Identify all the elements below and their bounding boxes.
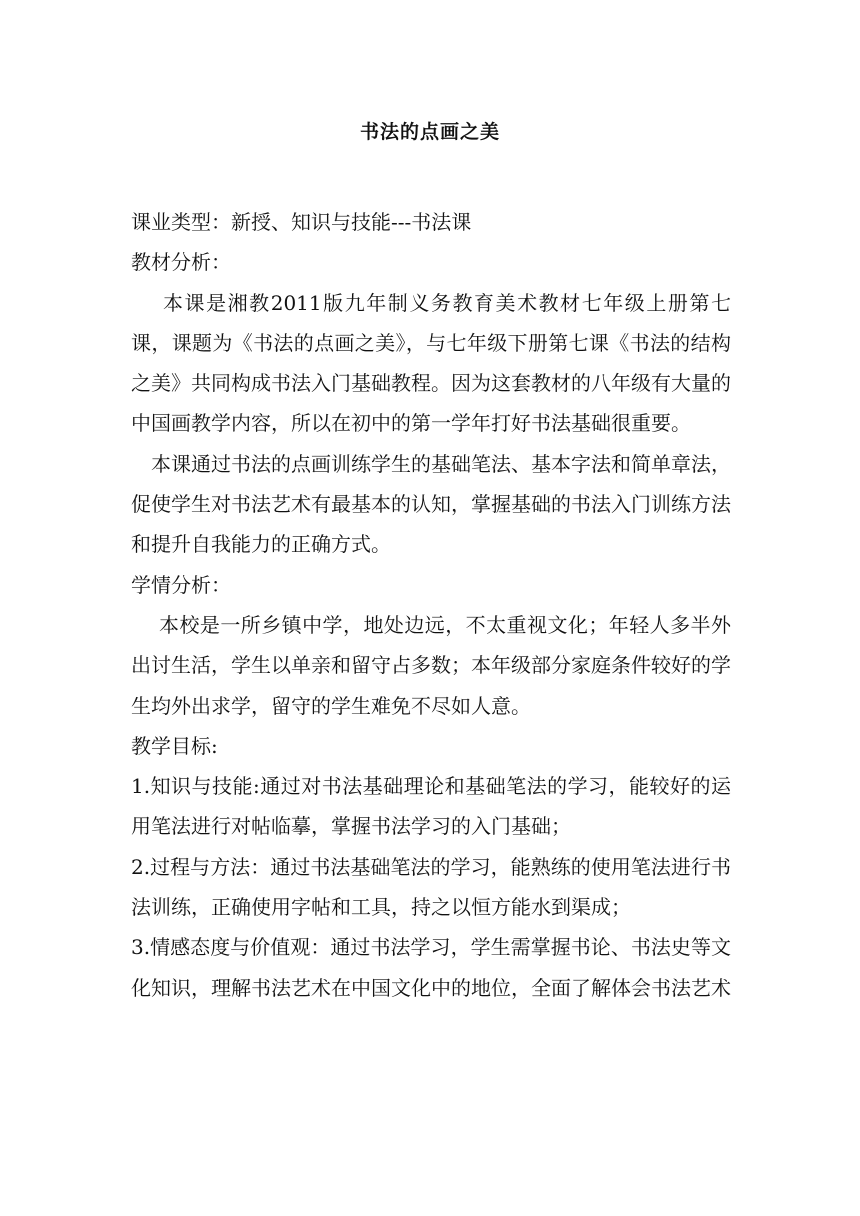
textbook-analysis-heading: 教材分析： [131,250,231,275]
student-analysis-paragraph: 本校是一所乡镇中学，地处边远，不太重视文化；年轻人多半外出讨生活，学生以单亲和留守占多数；本年级部分家庭条件较好的学生均外出求学，留守的学生难免不尽如人意。 [131,612,731,718]
textbook-analysis-paragraph-1: 本课是湘教2011版九年制义务教育美术教材七年级上册第七课，课题为《书法的点画之美》，与七年级下册第七课《书法的结构之美》共同构成书法入门基础教程。因为这套教材的八年级有大量的中国画教学内容，所以在初中的第一学年打好书法基础很重要。 [131,290,731,436]
document-body [131,202,731,1008]
teaching-goal-3: 3.情感态度与价值观：通过书法学习，学生需掌握书论、书法史等文化知识，理解书法艺术在中国文化中的地位，全面了解体会书法艺术 [131,935,731,1000]
page-title: 书法的点画之美 [359,121,500,143]
teaching-goal-2: 2.过程与方法：通过书法基础笔法的学习，能熟练的使用笔法进行书法训练，正确使用字帖和工具，持之以恒方能水到渠成； [131,854,731,920]
teaching-goal-1: 1.知识与技能:通过对书法基础理论和基础笔法的学习，能较好的运用笔法进行对帖临摹，掌握书法学习的入门基础； [131,774,731,839]
textbook-analysis-paragraph-2: 本课通过书法的点画训练学生的基础笔法、基本字法和简单章法，促使学生对书法艺术有最基本的认知，掌握基础的书法入门训练方法和提升自我能力的正确方式。 [131,451,731,557]
course-type-line: 课业类型：新授、知识与技能---书法课 [131,210,472,234]
teaching-goals-heading: 教学目标: [131,733,218,758]
student-analysis-heading: 学情分析： [131,572,231,597]
